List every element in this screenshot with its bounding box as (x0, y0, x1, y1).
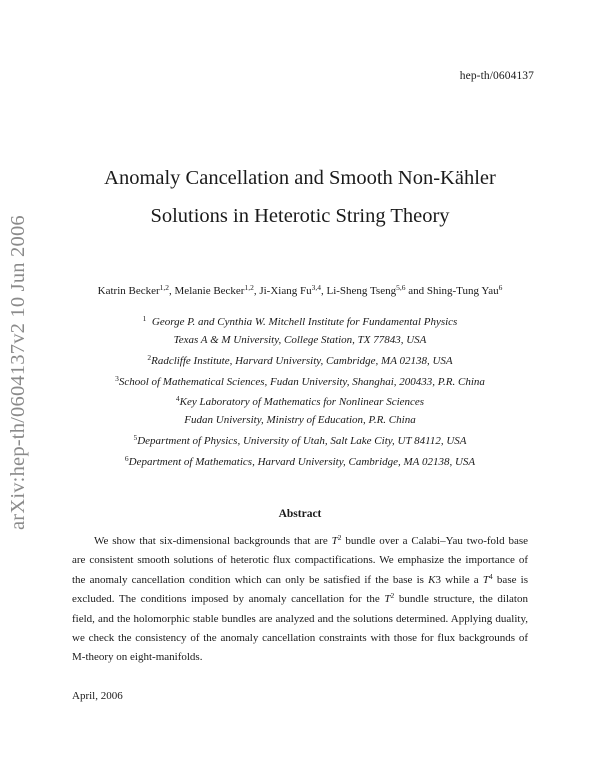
affiliation-text: Department of Mathematics, Harvard University, Cambridge, MA 02138, USA (128, 456, 476, 468)
abstract-text: bundle over a Calabi–Yau two-fold base are consistent smooth solutions of heterotic flux compactifications. We emphasize the importance of the anomaly cancellation condition which can only be satisfied if the base is (72, 535, 528, 586)
author-separator: , (169, 285, 175, 297)
author-name: Melanie Becker (174, 285, 245, 297)
arxiv-side-stamp: arXiv:hep-th/0604137v2 10 Jun 2006 (7, 215, 29, 530)
math-symbol: K (428, 573, 436, 586)
affiliation-5 (0, 435, 600, 447)
affiliation-number: 6 (124, 454, 129, 463)
title-line-1: Anomaly Cancellation and Smooth Non-Kähler (104, 167, 496, 189)
affiliation-number: 5 (133, 433, 138, 442)
math-superscript: 2 (337, 533, 342, 542)
abstract-text: We show that six-dimensional backgrounds that are (94, 535, 332, 547)
abstract-heading: Abstract (278, 508, 322, 520)
affiliation-4-line-2: Fudan University, Ministry of Education, P.R. China (184, 414, 416, 426)
author-name: Katrin Becker (97, 285, 160, 297)
author-affil-sup: 6 (498, 283, 503, 292)
affiliation-text: Radcliffe Institute, Harvard University, Cambridge, MA 02138, USA (151, 355, 453, 367)
publication-date: April, 2006 (72, 690, 123, 702)
author-separator: and (405, 285, 427, 297)
math-superscript: 2 (390, 591, 395, 601)
affiliation-number: 1 (142, 314, 147, 323)
affiliation-text: School of Mathematical Sciences, Fudan University, Shanghai, 200433, P.R. China (118, 376, 485, 388)
author-affil-sup: 1,2 (159, 283, 170, 292)
affiliation-text: Department of Physics, University of Utah, Salt Lake City, UT 84112, USA (137, 435, 467, 447)
abstract-body (72, 532, 528, 668)
math-symbol: T (331, 535, 338, 547)
affiliation-text: George P. and Cynthia W. Mitchell Institute for Fundamental Physics (151, 316, 458, 328)
author-affil-sup: 3,4 (311, 283, 321, 292)
affiliation-number: 4 (175, 394, 180, 403)
title-line-2: Solutions in Heterotic String Theory (150, 205, 450, 227)
affiliation-2 (0, 355, 600, 367)
author-name: Ji-Xiang Fu (259, 285, 312, 297)
author-affil-sup: 1,2 (244, 283, 254, 292)
math-superscript: 4 (489, 571, 493, 581)
abstract-text: bundle structure, the dilaton field, and the holomorphic stable bundles are analyzed and the solutions determined. Applying duality, we check the consistency of the anomaly cancellation constraints with those for flux backgrounds of M-theory on eight-manifolds. (72, 593, 528, 664)
author-name: Shing-Tung Yau (426, 285, 499, 297)
abstract-text: while a (441, 573, 483, 586)
author-affil-sup: 5,6 (396, 283, 406, 292)
affiliation-1 (0, 316, 600, 328)
affiliation-number: 3 (115, 374, 119, 383)
math-symbol: T (482, 573, 489, 586)
author-separator: , (320, 285, 327, 297)
abstract-paragraph (72, 532, 528, 668)
author-name: Li-Sheng Tseng (326, 285, 397, 297)
affiliation-number: 2 (147, 353, 152, 362)
abstract-text: base is excluded. The conditions imposed by anomaly cancellation for the (72, 573, 528, 606)
math-symbol: T (384, 593, 391, 606)
arxiv-identifier: hep-th/0604137 (459, 70, 534, 82)
affiliation-1-line-2: Texas A & M University, College Station, TX 77843, USA (173, 334, 427, 346)
author-list (0, 285, 600, 297)
author-separator: , (253, 285, 260, 297)
affiliation-4 (0, 396, 600, 408)
affiliation-3 (0, 376, 600, 388)
affiliation-6 (0, 456, 600, 468)
affiliation-text: Key Laboratory of Mathematics for Nonlinear Sciences (179, 396, 425, 408)
math-symbol: 3 (435, 573, 441, 586)
